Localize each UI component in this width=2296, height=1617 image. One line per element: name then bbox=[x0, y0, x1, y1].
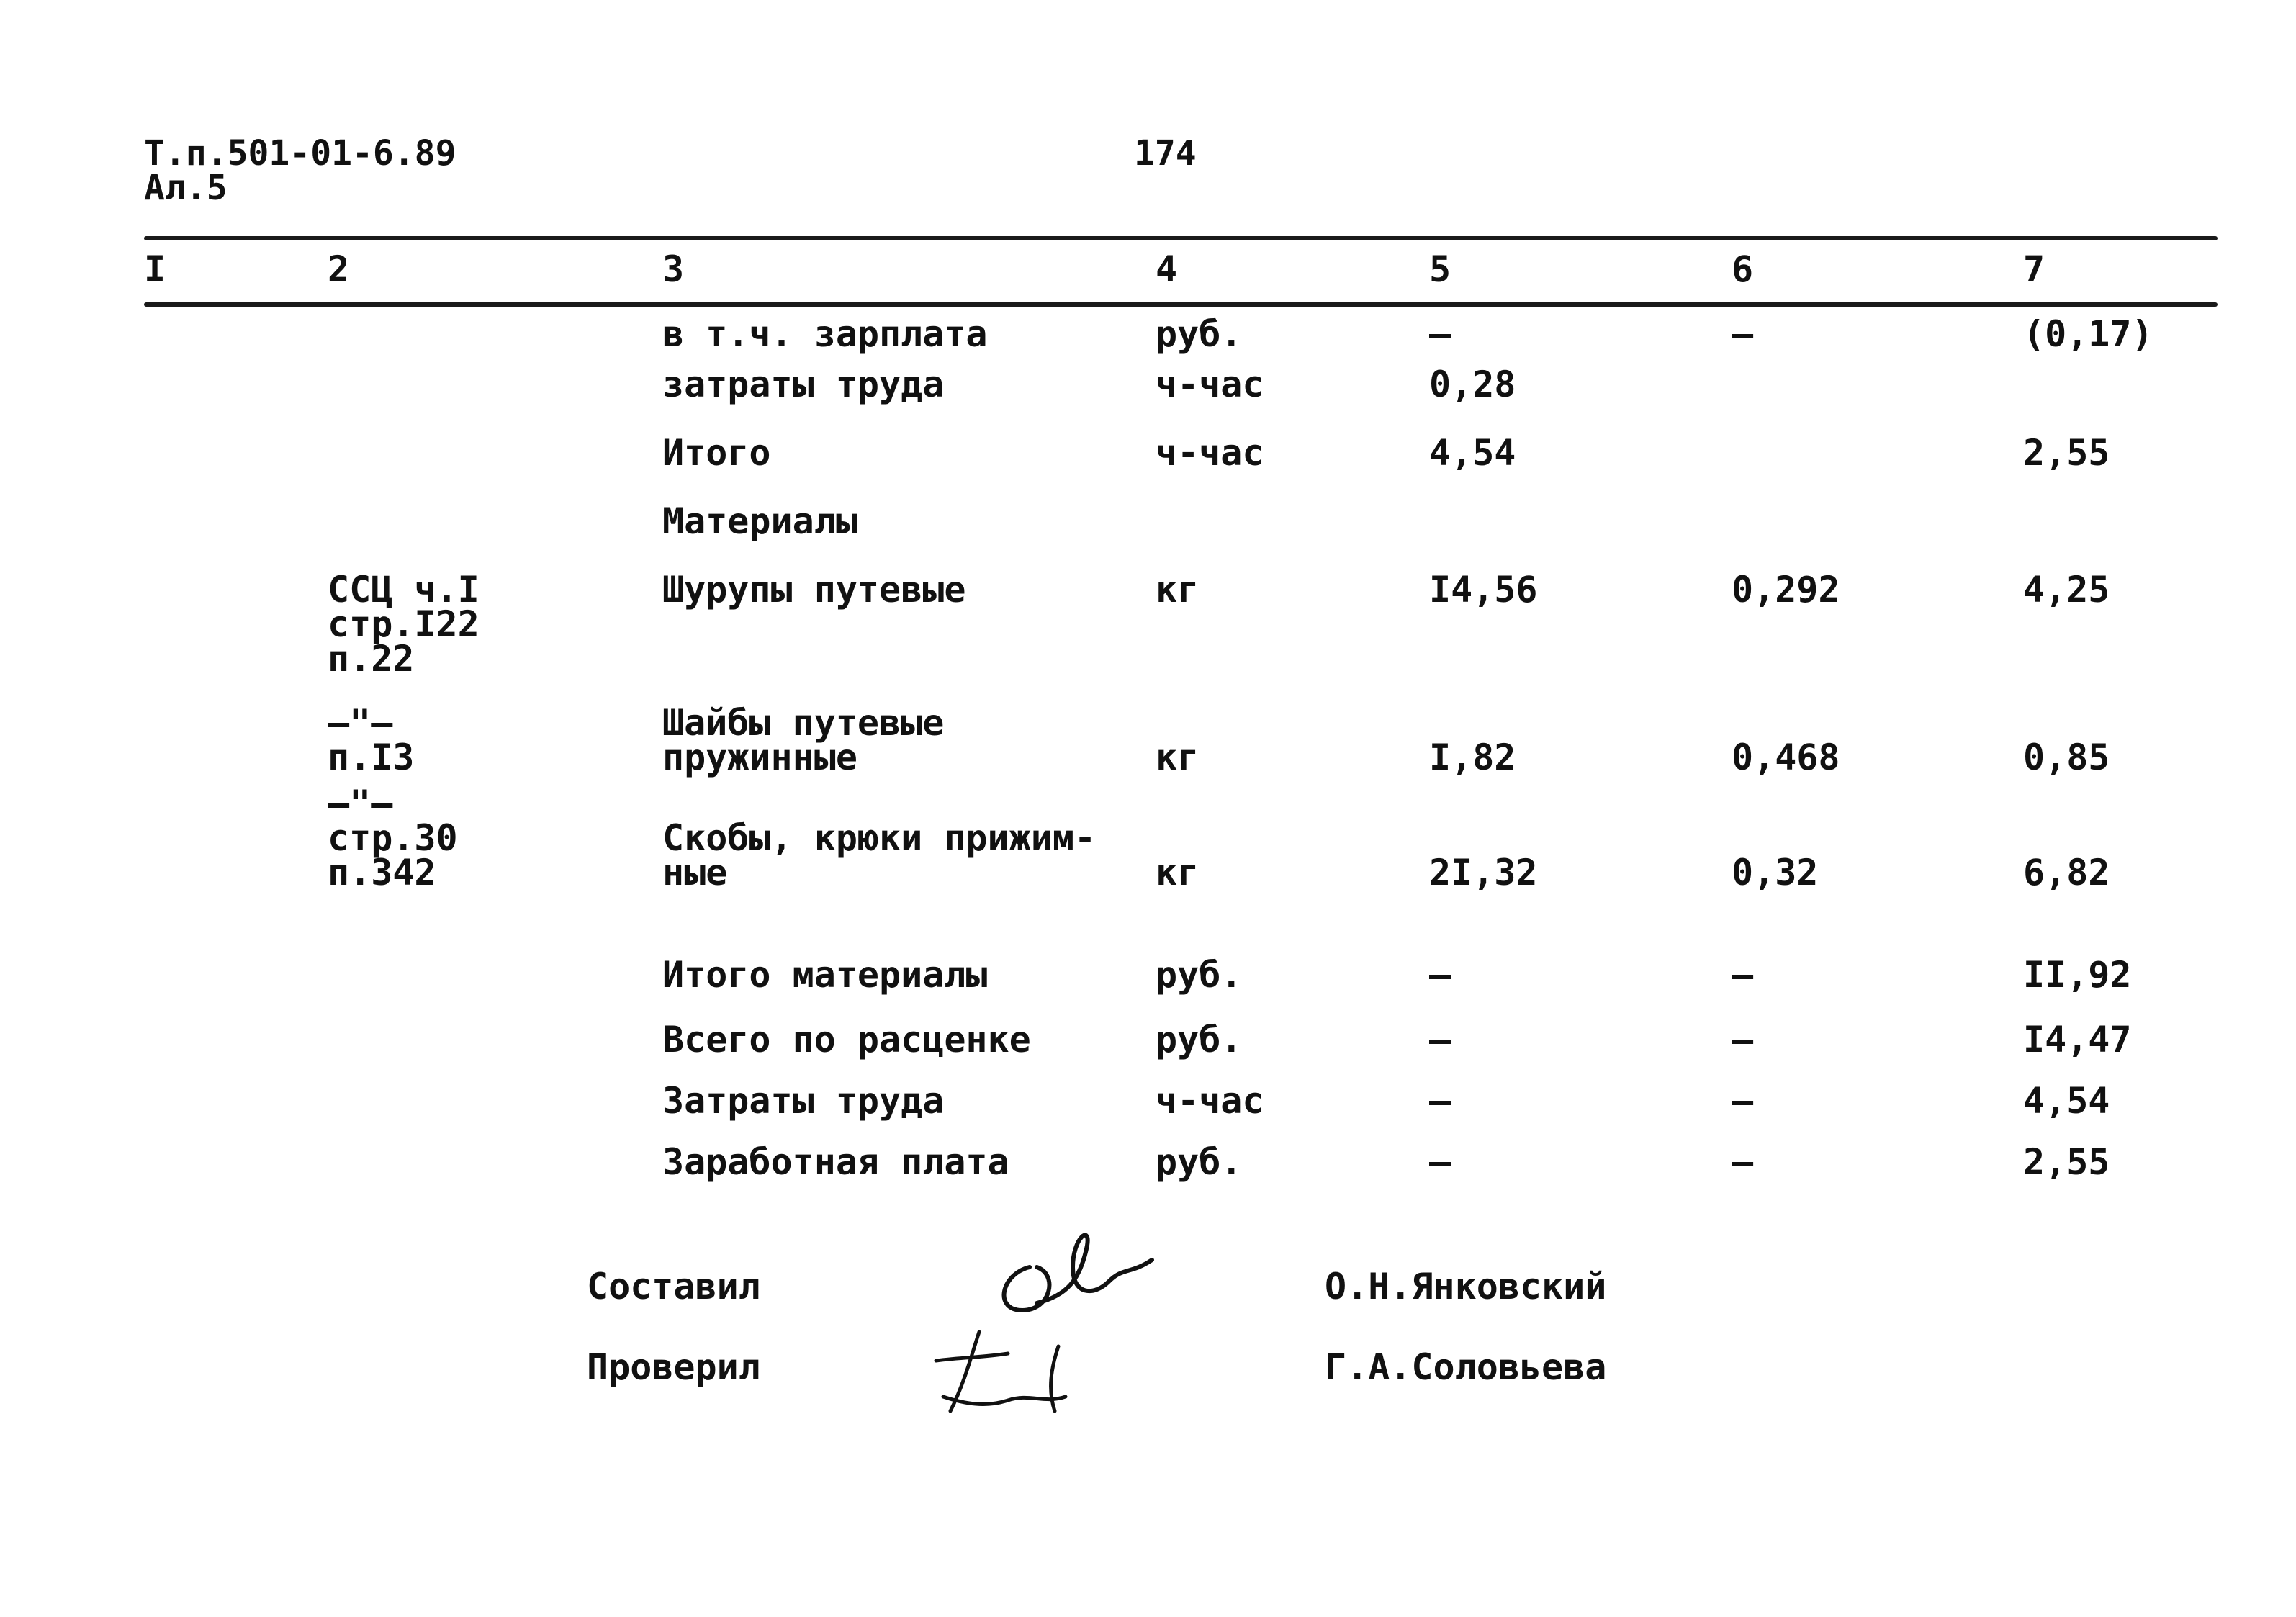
unit-cell: ч-час bbox=[1156, 1080, 1264, 1122]
value-cell-c7: I4,47 bbox=[2023, 1019, 2132, 1060]
value-cell-c5: 2I,32 bbox=[1429, 852, 1538, 893]
price-reference: п.342 bbox=[328, 852, 436, 893]
column-number: 3 bbox=[662, 248, 685, 290]
value-cell-c7: 0,85 bbox=[2023, 737, 2110, 778]
unit-cell: руб. bbox=[1156, 954, 1243, 996]
unit-cell: руб. bbox=[1156, 1019, 1243, 1060]
value-cell-c5: 4,54 bbox=[1429, 432, 1516, 474]
value-cell-c5: – bbox=[1429, 1141, 1451, 1183]
checked-label: Проверил bbox=[587, 1346, 760, 1388]
item-name: Всего по расценке bbox=[662, 1019, 1031, 1060]
value-cell-c6: – bbox=[1732, 1019, 1754, 1060]
value-cell-c7: 4,54 bbox=[2023, 1080, 2110, 1122]
doc-code: Т.п.501-01-6.89 bbox=[144, 133, 456, 174]
value-cell-c5: I,82 bbox=[1429, 737, 1516, 778]
value-cell-c5: – bbox=[1429, 1080, 1451, 1122]
price-reference: –"– bbox=[328, 783, 393, 824]
item-name: Итого bbox=[662, 432, 771, 474]
value-cell-c6: 0,468 bbox=[1732, 737, 1840, 778]
unit-cell: кг bbox=[1156, 569, 1199, 611]
price-reference: п.I3 bbox=[328, 737, 415, 778]
item-name: Шурупы путевые bbox=[662, 569, 966, 611]
item-name: Заработная плата bbox=[662, 1141, 1009, 1183]
price-reference: п.22 bbox=[328, 638, 415, 680]
price-reference: стр.30 bbox=[328, 817, 458, 859]
value-cell-c5: – bbox=[1429, 1019, 1451, 1060]
item-name: Материалы bbox=[662, 500, 857, 542]
value-cell-c7: II,92 bbox=[2023, 954, 2132, 996]
item-name: Скобы, крюки прижим- bbox=[662, 817, 1097, 859]
column-number: 5 bbox=[1429, 248, 1451, 290]
unit-cell: руб. bbox=[1156, 313, 1243, 355]
value-cell-c6: 0,292 bbox=[1732, 569, 1840, 611]
value-cell-c7: 2,55 bbox=[2023, 1141, 2110, 1183]
column-number: 7 bbox=[2023, 248, 2045, 290]
value-cell-c5: 0,28 bbox=[1429, 364, 1516, 405]
value-cell-c7: 2,55 bbox=[2023, 432, 2110, 474]
item-name: Шайбы путевые bbox=[662, 702, 945, 744]
checked-name: Г.А.Соловьева bbox=[1325, 1346, 1607, 1388]
page-number: 174 bbox=[1134, 133, 1197, 174]
item-name: Затраты труда bbox=[662, 1080, 945, 1122]
item-name: в т.ч. зарплата bbox=[662, 313, 988, 355]
price-reference: ССЦ ч.I bbox=[328, 569, 480, 611]
item-name: Итого материалы bbox=[662, 954, 988, 996]
column-number: 2 bbox=[328, 248, 350, 290]
unit-cell: руб. bbox=[1156, 1141, 1243, 1183]
compiled-label: Составил bbox=[587, 1266, 760, 1307]
unit-cell: кг bbox=[1156, 852, 1199, 893]
value-cell-c6: – bbox=[1732, 1141, 1754, 1183]
top-rule bbox=[144, 236, 2218, 240]
item-name: пружинные bbox=[662, 737, 857, 778]
column-number: 4 bbox=[1156, 248, 1178, 290]
value-cell-c7: 4,25 bbox=[2023, 569, 2110, 611]
value-cell-c5: – bbox=[1429, 954, 1451, 996]
unit-cell: кг bbox=[1156, 737, 1199, 778]
unit-cell: ч-час bbox=[1156, 432, 1264, 474]
price-reference: –"– bbox=[328, 702, 393, 744]
value-cell-c6: 0,32 bbox=[1732, 852, 1819, 893]
price-reference: стр.I22 bbox=[328, 603, 480, 645]
column-number: I bbox=[144, 248, 166, 290]
item-name: затраты труда bbox=[662, 364, 945, 405]
album-number: Ал.5 bbox=[144, 168, 228, 208]
value-cell-c7: 6,82 bbox=[2023, 852, 2110, 893]
column-number: 6 bbox=[1732, 248, 1754, 290]
value-cell-c6: – bbox=[1732, 1080, 1754, 1122]
value-cell-c5: – bbox=[1429, 313, 1451, 355]
value-cell-c6: – bbox=[1732, 954, 1754, 996]
column-header-rule bbox=[144, 302, 2218, 307]
unit-cell: ч-час bbox=[1156, 364, 1264, 405]
value-cell-c5: I4,56 bbox=[1429, 569, 1538, 611]
item-name: ные bbox=[662, 852, 728, 893]
compiled-name: О.Н.Янковский bbox=[1325, 1266, 1607, 1307]
value-cell-c7: (0,17) bbox=[2023, 313, 2153, 355]
value-cell-c6: – bbox=[1732, 313, 1754, 355]
